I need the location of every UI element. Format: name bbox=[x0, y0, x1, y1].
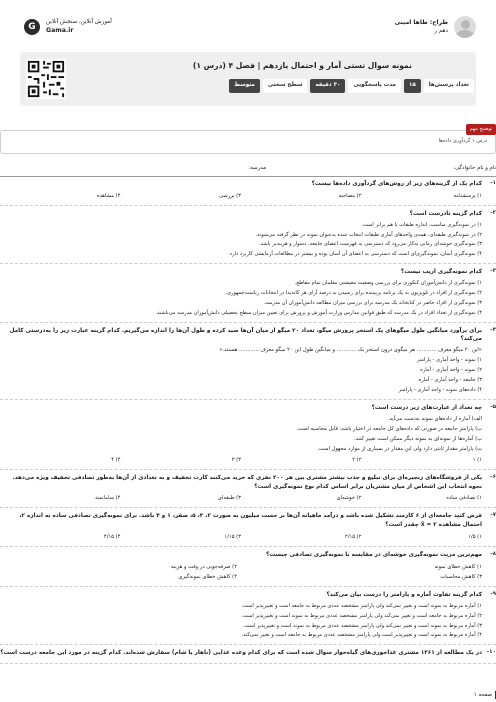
answer-option[interactable]: ۱) پرسشنامه bbox=[453, 192, 482, 199]
answer-options bbox=[0, 222, 482, 259]
questions-list bbox=[0, 180, 496, 668]
question-item bbox=[0, 210, 496, 264]
answer-option[interactable]: ۱) در نمونه‌گیری مناسب، اندازه طبقات با هم برابر است. bbox=[361, 221, 482, 228]
answer-option[interactable]: ۳) کاهش محاسبات bbox=[440, 574, 482, 580]
statement-line: ت) پارامتر مقدار ثابتی دارد ولی این مقدار در بسیاری از موارد مجهول است. bbox=[317, 445, 482, 452]
answer-option[interactable]: ۴) نمونه‌گیری آسان، نمونه‌گیری‌ای است که دسترسی به اعضای آن آسان بوده و بیشتر در مطالعات آزمایشی کاربرد دارد. bbox=[228, 251, 482, 258]
answer-option[interactable]: ۲) ۲/۱۵ bbox=[344, 534, 362, 541]
designer-name: طراح: طاها امینی bbox=[394, 19, 448, 27]
chip-value: ۱۵ bbox=[404, 79, 421, 93]
question-item bbox=[0, 474, 496, 509]
answer-options bbox=[0, 495, 482, 502]
question-item bbox=[0, 551, 496, 587]
answer-option[interactable]: ۳) آماره مربوط به نمونه است و تغییر نمی‌کند ولی پارامتر مشخصه عددی مربوط به نمونه است و تغییرپذیر است. bbox=[242, 622, 482, 629]
question-text: کدام گزینه نادرست است؟ bbox=[409, 210, 482, 217]
answer-option[interactable]: ۲) آماره مربوط به جامعه است و تغییر نمی‌کند ولی پارامتر مشخصه عددی مربوط به نمونه است و تغییرپذیر است. bbox=[241, 612, 482, 619]
answer-option[interactable]: ۲) نمونه‌گیری از افراد در تلویزیون به یک برنامه پربیننده برای رسیدن به درصد آرای هر کاندیدا در انتخابات ریاست‌جمهوری. bbox=[225, 289, 482, 296]
brand-text bbox=[46, 18, 112, 36]
question-item bbox=[0, 404, 496, 470]
answer-options bbox=[0, 564, 482, 581]
answer-option[interactable]: ۱) ۱ bbox=[472, 456, 482, 463]
answer-option[interactable]: ۴) داده‌های نمونه - واحد آماری - پارامتر bbox=[398, 386, 482, 393]
chip-value: متوسط bbox=[229, 79, 260, 93]
test-info-chips bbox=[229, 79, 474, 93]
answer-option[interactable]: ۱) نمونه‌گیری از دانش‌آموزان کنکوری برای بررسی وضعیت معیشتی معلمان تمام مقاطع. bbox=[294, 280, 482, 286]
brand-site: Gama.ir bbox=[46, 27, 74, 35]
hint-text: درس ۱ گردآوری داده‌ها bbox=[438, 138, 487, 144]
question-text: چه تعداد از عبارت‌های زیر درست است؟ bbox=[371, 404, 482, 411]
hint-box bbox=[0, 130, 496, 154]
answer-option[interactable]: ۲) خوشه‌ای bbox=[336, 495, 362, 502]
question-text: یکی از فروشگاه‌های زنجیره‌ای برای تبلیغ و جذب بیشتر مشتری بین هر ۲۰۰ نفری که خرید می‌کنند کارت تخفیف و به تعدادی از آن‌ها به‌طور تصادفی تخفیف ویژه می‌دهد. نحوه انتخاب این اشخاص از میان مشتریان برابر اساس کدام نوع نمونه‌گیری است؟ bbox=[12, 474, 482, 490]
test-title: نمونه سوال تستی آمار و احتمال یازدهم | فصل ۴ (درس ۱) bbox=[192, 61, 412, 70]
question-item bbox=[0, 512, 496, 547]
question-text: فرض کنید جامعه‌ای از ۶ کارمند تشکیل شده باشد و درآمد ماهیانه آن‌ها بر حسب میلیون به صورت ۲، ۳، ۵، صفر، ۱ و ۴ باشد. برای نمونه‌گیری تصادفی ساده به اندازه ۲، احتمال مشاهده x̄ = ۲ چقدر است؟ bbox=[19, 513, 482, 529]
answer-option[interactable]: ۴) آماره مربوط به نمونه است و تغییرپذیر است ولی پارامتر مشخصه عددی مربوط به جامعه است و تغییر نمی‌کند. bbox=[241, 632, 482, 639]
student-info-row bbox=[0, 165, 496, 175]
question-number: ۱- bbox=[490, 180, 496, 186]
designer-text bbox=[395, 18, 448, 35]
question-item bbox=[0, 180, 496, 206]
answer-option[interactable]: ۳) نمونه‌گیری خوشه‌ای زمانی به‌کار می‌رود که دسترسی به فهرست اعضای جامعه، دشوار و هزینه‌بر باشد. bbox=[259, 241, 482, 248]
question-number: ۹- bbox=[490, 591, 496, 598]
question-number: ۶- bbox=[490, 473, 496, 480]
brand-name: آموزش آنلاین، سنجش آنلاین bbox=[46, 19, 112, 25]
student-name-label: نام و نام خانوادگی: bbox=[453, 165, 496, 171]
answer-options bbox=[0, 603, 482, 640]
question-number: ۴- bbox=[490, 326, 496, 333]
answer-option[interactable]: ۲) در نمونه‌گیری طبقه‌ای، همه‌ی واحدهای آماری طبقات انتخاب شده به‌عنوان نمونه در نظر گرفته می‌شوند. bbox=[255, 231, 482, 238]
gama-logo: G bbox=[24, 19, 40, 35]
chip-label: سطح سختی bbox=[263, 79, 307, 93]
answer-option[interactable]: ۱) کاهش خطای نمونه bbox=[434, 563, 482, 570]
answer-option[interactable]: ۱) ۱/۵ bbox=[468, 534, 482, 541]
chip-value: ۳۰ دقیقه bbox=[310, 79, 345, 93]
chip-label: تعداد پرسش‌ها bbox=[424, 79, 474, 93]
answer-option[interactable]: ۳) نمونه‌گیری از افراد حاضر در کتابخانه یک مدرسه برای بررسی میزان مطالعه دانش‌آموزان آن مدرسه. bbox=[263, 299, 482, 306]
question-subtext: «این ۲۰ میگو معرف ............ هر میگوی درون استخر یک ............ و میانگین طول این ۲۰ میگو معرف ............ هستند.» bbox=[219, 347, 482, 354]
statement-line: ب) پارامتر جامعه در صورتی که داده‌های کل جامعه در اختیار باشد، قابل محاسبه است. bbox=[296, 425, 482, 432]
divider bbox=[0, 176, 496, 177]
question-number: ۷- bbox=[490, 512, 496, 519]
answer-option[interactable]: ۲) نمونه - واحد آماری - آماره bbox=[420, 367, 482, 374]
question-item bbox=[0, 649, 496, 664]
school-label: مدرسه: bbox=[248, 165, 266, 171]
answer-option[interactable]: ۱) آماره مربوط به نمونه است و تغییر نمی‌کند ولی پارامتر مشخصه عددی مربوط به جامعه است و تغییرپذیر است. bbox=[241, 602, 482, 609]
answer-options bbox=[0, 280, 482, 317]
answer-option[interactable]: ۳) ۱/۱۵ bbox=[224, 534, 241, 541]
avatar bbox=[454, 16, 476, 38]
question-text: کدام یک از گزینه‌های زیر از روش‌های گردآوری داده‌ها نیست؟ bbox=[311, 181, 482, 187]
answer-option[interactable]: ۲) صرفه‌جویی در وقت و هزینه bbox=[170, 563, 237, 570]
qr-code-icon[interactable] bbox=[26, 59, 66, 99]
question-number: ۵- bbox=[490, 403, 496, 410]
statement-line: الف) آماره از داده‌های نمونه به‌دست می‌آید. bbox=[387, 415, 482, 422]
answer-option[interactable]: ۴) ۴ bbox=[111, 456, 121, 463]
brand bbox=[24, 18, 112, 36]
answer-option[interactable]: ۴) سامانمند bbox=[95, 495, 121, 502]
designer-grade: دهم ر bbox=[434, 28, 448, 35]
question-text: مهم‌ترین مزیت نمونه‌گیری خوشه‌ای در مقایسه با نمونه‌گیری تصادفی چیست؟ bbox=[266, 552, 482, 559]
question-item bbox=[0, 591, 496, 645]
answer-option[interactable]: ۴) کاهش خطای نمونه‌گیری bbox=[178, 574, 237, 580]
answer-options bbox=[0, 193, 482, 200]
answer-option[interactable]: ۳) طبقه‌ای bbox=[217, 495, 241, 502]
answer-option[interactable]: ۳) جامعه - واحد آماری - آماره bbox=[418, 376, 482, 383]
hint-tag: توضیح مهم bbox=[466, 124, 496, 135]
answer-option[interactable]: ۴) نمونه‌گیری از تعداد افراد در یک مدرسه که طبق قوانین مدارس وزارت آموزش و پرورش برای تعیین میزان سطح تحصیلی دانش‌آموزان مدرسه می‌باشند. bbox=[155, 309, 482, 316]
page-number: صفحه ۱ bbox=[473, 691, 492, 698]
answer-option[interactable]: ۲) ۲ bbox=[352, 456, 362, 463]
question-text: کدام گزینه تفاوت آماره و پارامتر را درست بیان می‌کند؟ bbox=[326, 592, 482, 599]
answer-options bbox=[0, 534, 482, 541]
statement-line: پ) آماره‌ها از نمونه‌ای به نمونه دیگر ممکن است تغییر کنند. bbox=[354, 435, 482, 442]
answer-option[interactable]: ۳) بررسی bbox=[219, 192, 241, 199]
question-item bbox=[0, 327, 496, 400]
question-number: ۲- bbox=[490, 209, 496, 216]
title-box bbox=[20, 52, 476, 106]
designer-info bbox=[395, 16, 476, 38]
header bbox=[20, 10, 476, 130]
answer-option[interactable]: ۲) مصاحبه bbox=[338, 192, 362, 199]
answer-option[interactable]: ۴) مشاهده bbox=[96, 192, 121, 199]
question-text: در یک مطالعه از ۱۳۶۱ مشتری غذاخوری‌های گیاه‌خوار سوال شده است که برای کدام وعده غذایی (ناهار یا شام) سفارش شده‌اند. کدام گزینه در مورد این جامعه درست است؟ bbox=[0, 650, 482, 657]
question-number: ۱۰- bbox=[486, 649, 496, 656]
answer-option[interactable]: ۱) تصادفی ساده bbox=[446, 495, 482, 502]
answer-option[interactable]: ۱) نمونه - واحد آماری - پارامتر bbox=[416, 357, 482, 364]
footer bbox=[0, 690, 496, 702]
answer-option[interactable]: ۴) ۴/۱۵ bbox=[103, 534, 121, 541]
answer-option[interactable]: ۳) ۳ bbox=[231, 456, 241, 463]
answer-options bbox=[0, 357, 482, 394]
chip-label: مدت پاسخگویی bbox=[348, 79, 401, 93]
question-text: کدام نمونه‌گیری اریب نیست؟ bbox=[400, 269, 482, 276]
question-number: ۳- bbox=[490, 268, 496, 275]
question-text: برای برآورد میانگین طول میگوهای یک استخر پرورش میگو، تعداد ۲۰ میگو از میان آن‌ها صید کرده و طول آن‌ها را اندازه می‌گیریم. کدام گزینه عبارت زیر را به‌درستی کامل می‌کند؟ bbox=[9, 327, 482, 343]
answer-options bbox=[0, 457, 482, 464]
question-number: ۸- bbox=[490, 551, 496, 558]
question-item bbox=[0, 268, 496, 322]
